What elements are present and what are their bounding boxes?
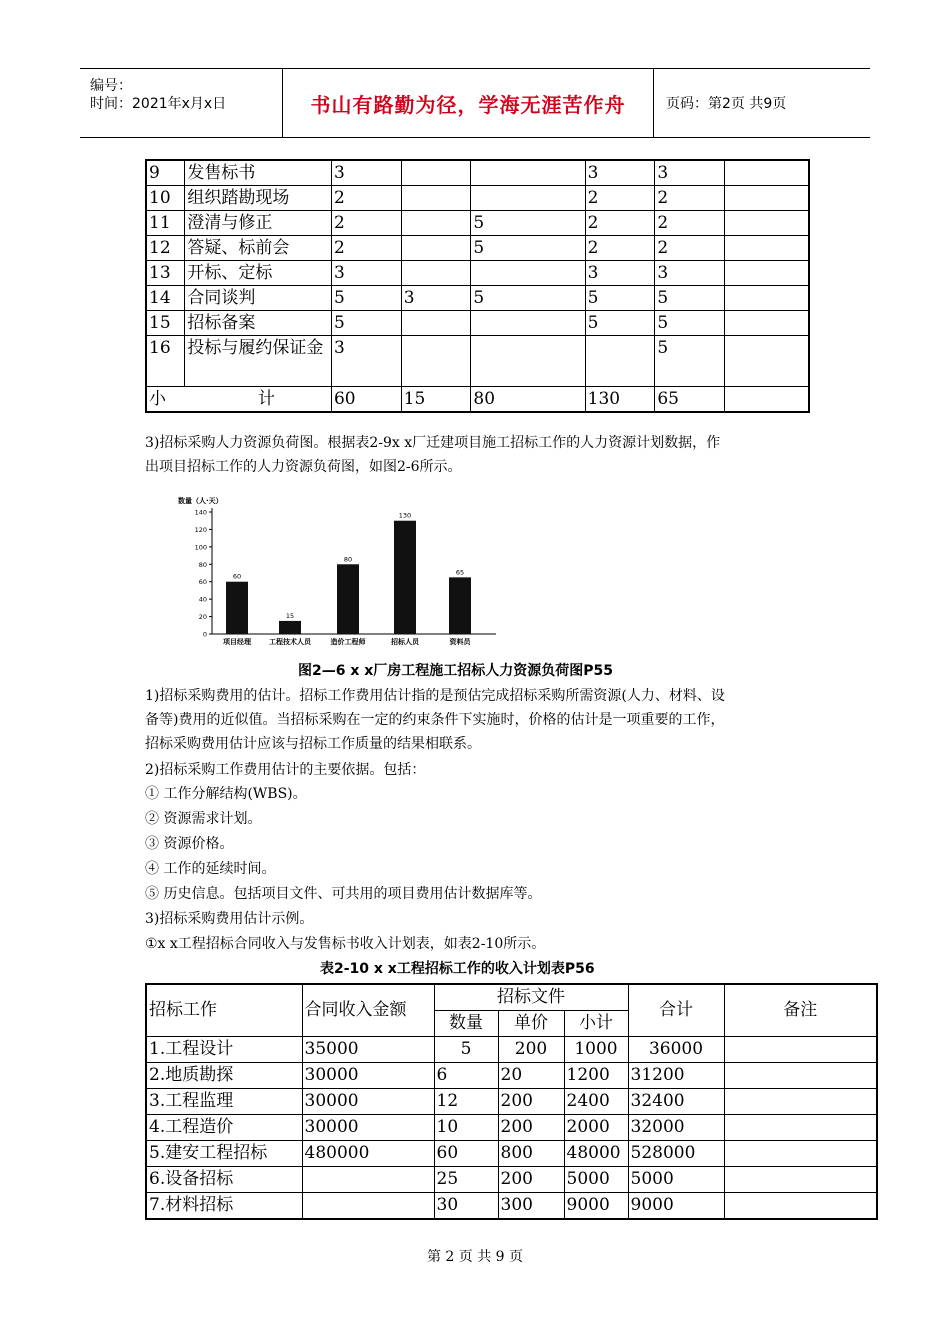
table-row — [146, 261, 809, 286]
table-cell: 发售标书 — [185, 160, 332, 186]
table-cell: 2400 — [564, 1089, 628, 1115]
table-cell: 招标备案 — [185, 311, 332, 336]
table-cell: 6 — [434, 1063, 498, 1089]
figure-caption: 图2—6 x x厂房工程施工招标人力资源负荷图P55 — [298, 663, 614, 679]
table-cell — [471, 186, 585, 211]
table-cell: 9000 — [628, 1193, 724, 1220]
table-cell: 200 — [498, 1037, 564, 1063]
table-cell: 2 — [585, 186, 655, 211]
table-row — [146, 311, 809, 336]
para-cost-estimate-1: 1)招标采购费用的估计。招标工作费用估计指的是预估完成招标采购所需资源(人力、材料、设 — [145, 688, 725, 704]
table-cell: 2 — [585, 211, 655, 236]
list-item: ③ 资源价格。 — [145, 836, 234, 852]
resource-table — [145, 159, 810, 413]
table-cell: 澄清与修正 — [185, 211, 332, 236]
table-cell — [724, 1037, 877, 1063]
table-cell: 2 — [655, 211, 725, 236]
header-code: 编号： — [90, 78, 132, 94]
table-cell: 2000 — [564, 1115, 628, 1141]
table-cell: 3 — [331, 160, 401, 186]
header-docs: 招标文件 — [434, 984, 628, 1011]
para-load-chart-2: 出项目招标工作的人力资源负荷图，如图2-6所示。 — [145, 459, 462, 475]
table-row — [146, 336, 809, 387]
bar — [279, 621, 301, 634]
page-header — [80, 68, 870, 138]
table-cell: 30000 — [302, 1115, 434, 1141]
table-cell — [302, 1167, 434, 1193]
table-cell — [585, 336, 655, 387]
table-cell: 3 — [585, 261, 655, 286]
bar-value-label: 80 — [343, 555, 353, 564]
table-cell — [724, 1167, 877, 1193]
table-cell: 2 — [331, 236, 401, 261]
table-cell: 300 — [498, 1193, 564, 1220]
y-tick-label: 40 — [198, 595, 207, 604]
table-cell — [471, 261, 585, 286]
header-page-cell — [654, 69, 870, 137]
header-contract: 合同收入金额 — [302, 984, 434, 1037]
bar — [394, 521, 416, 634]
table-cell: 30000 — [302, 1089, 434, 1115]
table-cell: 5 — [331, 311, 401, 336]
income-plan-table — [145, 983, 878, 1220]
x-category-label: 资料员 — [449, 638, 471, 646]
table-cell: 5 — [655, 311, 725, 336]
y-tick-label: 120 — [194, 525, 207, 534]
header-note: 备注 — [724, 984, 877, 1037]
table-cell: 合同谈判 — [185, 286, 332, 311]
table-cell: 200 — [498, 1089, 564, 1115]
table-cell: 5 — [655, 286, 725, 311]
table-cell — [725, 160, 809, 186]
table-row — [146, 186, 809, 211]
table-cell: 5 — [655, 336, 725, 387]
list-item: ⑤ 历史信息。包括项目文件、可共用的项目费用估计数据库等。 — [145, 886, 542, 902]
subtotal-cell: 60 — [331, 387, 401, 413]
table-cell: 5.建安工程招标 — [146, 1141, 302, 1167]
table-cell: 30000 — [302, 1063, 434, 1089]
table-row — [146, 236, 809, 261]
table-cell — [302, 1193, 434, 1220]
bar-value-label: 65 — [455, 568, 465, 577]
table-cell — [724, 1089, 877, 1115]
table-cell: 10 — [146, 186, 185, 211]
table-cell: 5 — [471, 211, 585, 236]
para-basis: 2)招标采购工作费用估计的主要依据。包括： — [145, 762, 426, 778]
table-cell — [724, 1193, 877, 1220]
table-cell — [725, 311, 809, 336]
table-cell — [724, 1063, 877, 1089]
table-cell: 1000 — [564, 1037, 628, 1063]
table2-caption: 表2-10 x x工程招标工作的收入计划表P56 — [320, 961, 595, 977]
table-cell: 1200 — [564, 1063, 628, 1089]
y-tick-label: 100 — [194, 543, 207, 552]
table-cell: 14 — [146, 286, 185, 311]
table-cell: 3 — [655, 261, 725, 286]
table-cell: 800 — [498, 1141, 564, 1167]
y-tick-label: 140 — [194, 508, 207, 517]
para-cost-estimate-3: 招标采购费用估计应该与招标工作质量的结果相联系。 — [145, 736, 481, 752]
header-motto-cell — [283, 69, 654, 137]
table-cell: 2 — [331, 186, 401, 211]
table-cell: 3 — [655, 160, 725, 186]
table-cell — [401, 186, 471, 211]
table-cell: 答疑、标前会 — [185, 236, 332, 261]
table-cell — [725, 236, 809, 261]
header-page-info: 页码：第2页 共9页 — [666, 96, 787, 112]
header-meta — [80, 69, 283, 137]
para-cost-estimate-2: 备等)费用的近似值。当招标采购在一定的约束条件下实施时，价格的估计是一项重要的工作， — [145, 712, 725, 728]
bar-value-label: 15 — [285, 611, 295, 620]
table-cell: 3 — [331, 336, 401, 387]
table-cell — [471, 336, 585, 387]
bar — [449, 577, 471, 634]
table-cell: 528000 — [628, 1141, 724, 1167]
list-item: ④ 工作的延续时间。 — [145, 861, 276, 877]
table-cell: 5 — [585, 311, 655, 336]
table-cell: 3 — [401, 286, 471, 311]
header-total: 合计 — [628, 984, 724, 1037]
bar-value-label: 60 — [232, 572, 242, 581]
table-cell — [471, 311, 585, 336]
table-cell — [401, 160, 471, 186]
table-cell: 35000 — [302, 1037, 434, 1063]
subtotal-cell: 65 — [655, 387, 725, 413]
header-qty: 数量 — [434, 1011, 498, 1037]
list-item: ② 资源需求计划。 — [145, 811, 262, 827]
table-cell: 6.设备招标 — [146, 1167, 302, 1193]
y-tick-label: 80 — [198, 560, 207, 569]
table-cell: 5 — [434, 1037, 498, 1063]
header-motto: 书山有路勤为径，学海无涯苦作舟 — [310, 92, 626, 117]
table-cell: 3 — [331, 261, 401, 286]
table-cell: 5 — [471, 286, 585, 311]
table-cell: 60 — [434, 1141, 498, 1167]
table-cell: 25 — [434, 1167, 498, 1193]
table-cell: 组织踏勘现场 — [185, 186, 332, 211]
subtotal-row — [146, 387, 809, 413]
table-cell: 开标、定标 — [185, 261, 332, 286]
page-footer: 第 2 页 共 9 页 — [426, 1249, 524, 1265]
table-cell — [724, 1115, 877, 1141]
header-price: 单价 — [498, 1011, 564, 1037]
resource-load-chart — [176, 494, 506, 650]
table-row — [146, 211, 809, 236]
table-cell: 31200 — [628, 1063, 724, 1089]
header-work: 招标工作 — [146, 984, 302, 1037]
table-cell: 12 — [146, 236, 185, 261]
table-row — [146, 286, 809, 311]
table-cell — [401, 336, 471, 387]
table-cell — [401, 236, 471, 261]
table-cell — [725, 286, 809, 311]
subtotal-cell — [725, 387, 809, 413]
table-row — [146, 1089, 877, 1115]
table-cell: 10 — [434, 1115, 498, 1141]
x-category-label: 项目经理 — [223, 638, 251, 646]
subtotal-cell: 80 — [471, 387, 585, 413]
x-category-label: 工程技术人员 — [269, 638, 311, 646]
subtotal-label — [146, 387, 331, 413]
x-category-label: 造价工程师 — [330, 638, 366, 646]
table-cell: 7.材料招标 — [146, 1193, 302, 1220]
table-cell: 200 — [498, 1115, 564, 1141]
table-cell: 11 — [146, 211, 185, 236]
table-cell: 2.地质勘探 — [146, 1063, 302, 1089]
bar-value-label: 130 — [398, 511, 412, 520]
table-cell: 3 — [585, 160, 655, 186]
table-row — [146, 160, 809, 186]
y-tick-label: 60 — [198, 578, 207, 587]
table-cell: 3.工程监理 — [146, 1089, 302, 1115]
table-cell: 9 — [146, 160, 185, 186]
table-cell: 32000 — [628, 1115, 724, 1141]
table-cell: 1.工程设计 — [146, 1037, 302, 1063]
table-cell — [725, 261, 809, 286]
table-cell — [401, 261, 471, 286]
x-category-label: 招标人员 — [391, 638, 419, 646]
table-cell — [471, 160, 585, 186]
table-cell: 480000 — [302, 1141, 434, 1167]
subtotal-label-b: 计 — [257, 389, 275, 409]
table-cell: 5 — [471, 236, 585, 261]
table-cell: 20 — [498, 1063, 564, 1089]
table-cell: 4.工程造价 — [146, 1115, 302, 1141]
table-cell: 5000 — [564, 1167, 628, 1193]
subtotal-label-a: 小 — [149, 389, 166, 409]
table-cell: 12 — [434, 1089, 498, 1115]
y-axis-label: 数量（人·天） — [178, 497, 223, 505]
table-cell: 16 — [146, 336, 185, 387]
para-example: 3)招标采购费用估计示例。 — [145, 911, 314, 927]
header-date: 时间：2021年x月x日 — [90, 96, 227, 112]
bar — [226, 582, 248, 634]
table-row — [146, 1167, 877, 1193]
table-row — [146, 1141, 877, 1167]
table-cell: 投标与履约保证金 — [185, 336, 332, 387]
table-cell — [725, 186, 809, 211]
table-cell: 13 — [146, 261, 185, 286]
table-cell: 32400 — [628, 1089, 724, 1115]
table-cell: 2 — [585, 236, 655, 261]
table-cell: 5000 — [628, 1167, 724, 1193]
table-cell: 5 — [585, 286, 655, 311]
table-row — [146, 1037, 877, 1063]
table-cell — [724, 1141, 877, 1167]
table-cell: 36000 — [628, 1037, 724, 1063]
table-cell: 2 — [655, 236, 725, 261]
table-cell — [401, 311, 471, 336]
table-cell: 30 — [434, 1193, 498, 1220]
table-cell: 200 — [498, 1167, 564, 1193]
header-subtotal: 小计 — [564, 1011, 628, 1037]
table-row — [146, 1063, 877, 1089]
y-tick-label: 20 — [198, 613, 207, 622]
table-cell: 2 — [655, 186, 725, 211]
table-cell — [725, 211, 809, 236]
para-load-chart-1: 3)招标采购人力资源负荷图。根据表2-9x x厂迁建项目施工招标工作的人力资源计划数据，作 — [145, 435, 721, 451]
subtotal-cell: 15 — [401, 387, 471, 413]
para-example-table-intro: ①x x工程招标合同收入与发售标书收入计划表，如表2-10所示。 — [145, 936, 546, 952]
subtotal-cell: 130 — [585, 387, 655, 413]
table-cell: 5 — [331, 286, 401, 311]
table-cell: 48000 — [564, 1141, 628, 1167]
bar — [337, 564, 359, 634]
table-row — [146, 1193, 877, 1220]
table-cell: 15 — [146, 311, 185, 336]
y-tick-label: 0 — [202, 630, 207, 639]
table-cell — [401, 211, 471, 236]
table-row — [146, 1115, 877, 1141]
table-cell: 2 — [331, 211, 401, 236]
table-cell: 9000 — [564, 1193, 628, 1220]
list-item: ① 工作分解结构(WBS)。 — [145, 786, 307, 802]
table-cell — [725, 336, 809, 387]
